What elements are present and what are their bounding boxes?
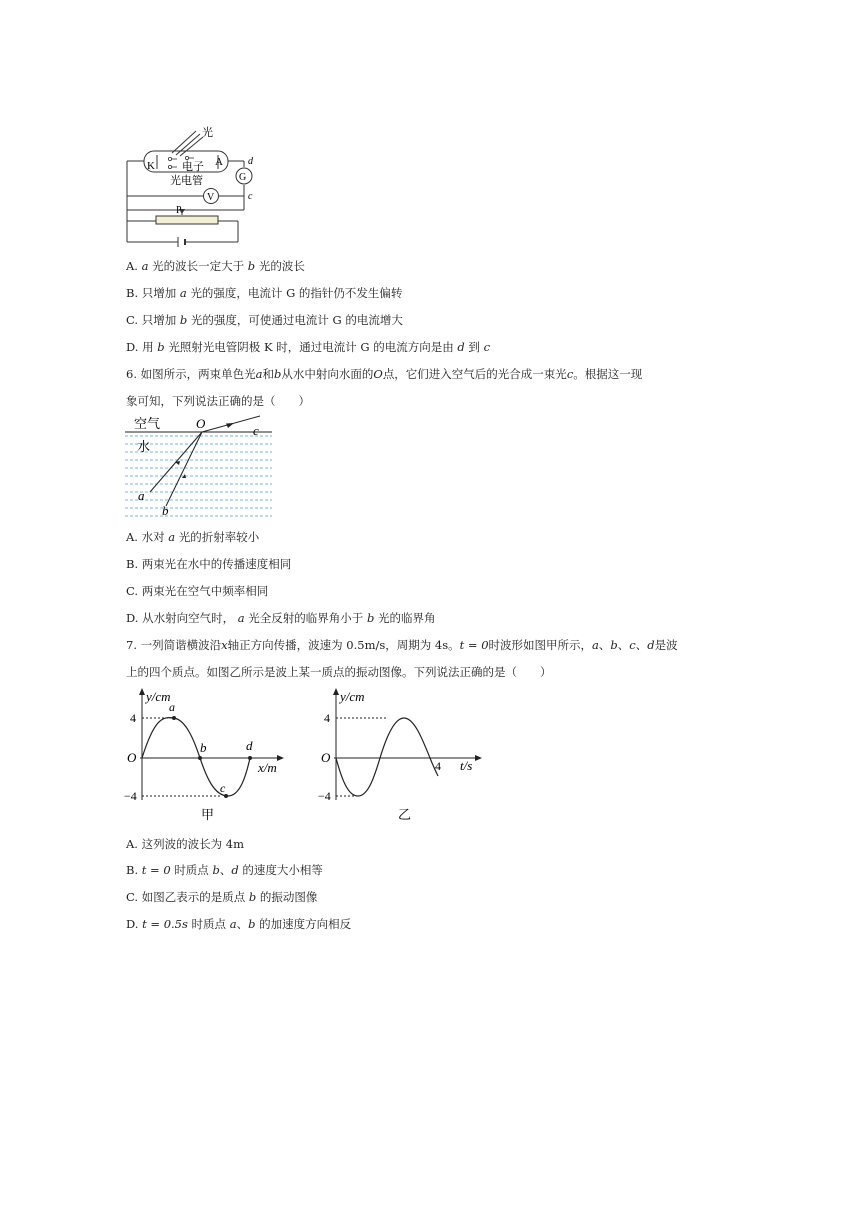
yi-ylabel: y/cm	[340, 689, 365, 704]
node-d-label: d	[248, 156, 253, 167]
q6-option-c[interactable]: C. 两束光在空气中频率相同	[126, 584, 269, 598]
yi-ytick-neg: −4	[318, 789, 331, 803]
q5-option-c[interactable]: C. 只增加 b 光的强度，可使通过电流计 G 的电流增大	[126, 313, 403, 327]
jia-caption: 甲	[201, 808, 215, 823]
point-b	[198, 756, 202, 760]
q5-option-d[interactable]: D. 用 b 光照射光电管阴极 K 时，通过电流计 G 的电流方向是由 d 到 c	[126, 340, 491, 354]
jia-origin: O	[127, 750, 137, 765]
q7-option-d[interactable]: D. t = 0.5s 时质点 a、b 的加速度方向相反	[126, 917, 352, 931]
point-d	[248, 756, 252, 760]
jia-label-a: a	[169, 700, 175, 714]
yi-xlabel: t/s	[460, 758, 473, 773]
q6-stem-line1: 6. 如图所示，两束单色光a和b从水中射向水面的O点，它们进入空气后的光合成一束光c。根据这一现	[126, 367, 643, 381]
jia-ytick-neg: −4	[124, 789, 137, 803]
anode-label: A	[215, 156, 223, 168]
photoelectric-circuit-figure	[120, 125, 270, 247]
cathode-label: K	[147, 160, 155, 172]
ray-b-label: b	[162, 503, 169, 518]
electron-label: 电子	[182, 160, 204, 173]
jia-label-b: b	[200, 740, 207, 755]
ray-a-label: a	[138, 488, 145, 503]
galvanometer-label: G	[239, 172, 247, 183]
ray-c-label: c	[253, 423, 259, 438]
tube-label: 光电管	[170, 174, 203, 187]
q7-option-b[interactable]: B. t = 0 时质点 b、d 的速度大小相等	[126, 863, 323, 877]
jia-xlabel: x/m	[258, 760, 277, 775]
slider-label: P	[176, 205, 182, 216]
jia-ytick-pos: 4	[130, 711, 136, 725]
refraction-figure	[122, 414, 274, 520]
water-label: 水	[137, 440, 151, 455]
yi-caption: 乙	[398, 808, 412, 823]
q7-stem-line2: 上的四个质点。如图乙所示是波上某一质点的振动图像。下列说法正确的是（ ）	[126, 665, 552, 679]
point-a	[172, 716, 176, 720]
vibration-curve	[336, 718, 438, 796]
q6-option-a[interactable]: A. 水对 a 光的折射率较小	[126, 530, 260, 544]
jia-ylabel: y/cm	[146, 689, 171, 704]
yi-origin: O	[321, 750, 331, 765]
jia-label-c: c	[220, 781, 226, 795]
node-c-label: c	[248, 191, 253, 202]
q6-option-b[interactable]: B. 两束光在水中的传播速度相同	[126, 557, 292, 571]
yi-xtick-4: 4	[435, 759, 441, 773]
voltmeter-label: V	[207, 192, 215, 203]
point-o-label: O	[196, 416, 206, 431]
light-label: 光	[202, 127, 213, 139]
air-label: 空气	[134, 417, 161, 432]
q5-option-a[interactable]: A. a 光的波长一定大于 b 光的波长	[126, 259, 305, 273]
vibration-graph-yi	[318, 688, 484, 824]
q7-option-a[interactable]: A. 这列波的波长为 4m	[126, 837, 245, 851]
q6-option-d[interactable]: D. 从水射向空气时， a 光全反射的临界角小于 b 光的临界角	[126, 611, 436, 625]
wave-curve	[142, 718, 250, 796]
q5-option-b[interactable]: B. 只增加 a 光的强度，电流计 G 的指针仍不发生偏转	[126, 286, 403, 300]
wave-graph-jia	[122, 688, 286, 824]
q6-stem-line2: 象可知，下列说法正确的是（ ）	[126, 394, 310, 408]
yi-ytick-pos: 4	[324, 711, 330, 725]
q7-option-c[interactable]: C. 如图乙表示的是质点 b 的振动图像	[126, 890, 318, 904]
q7-stem-line1: 7. 一列简谐横波沿x轴正方向传播，波速为 0.5m/s，周期为 4s。t = 0时波形如图甲所示，a、b、c、d是波	[126, 638, 678, 652]
jia-label-d: d	[246, 738, 253, 753]
